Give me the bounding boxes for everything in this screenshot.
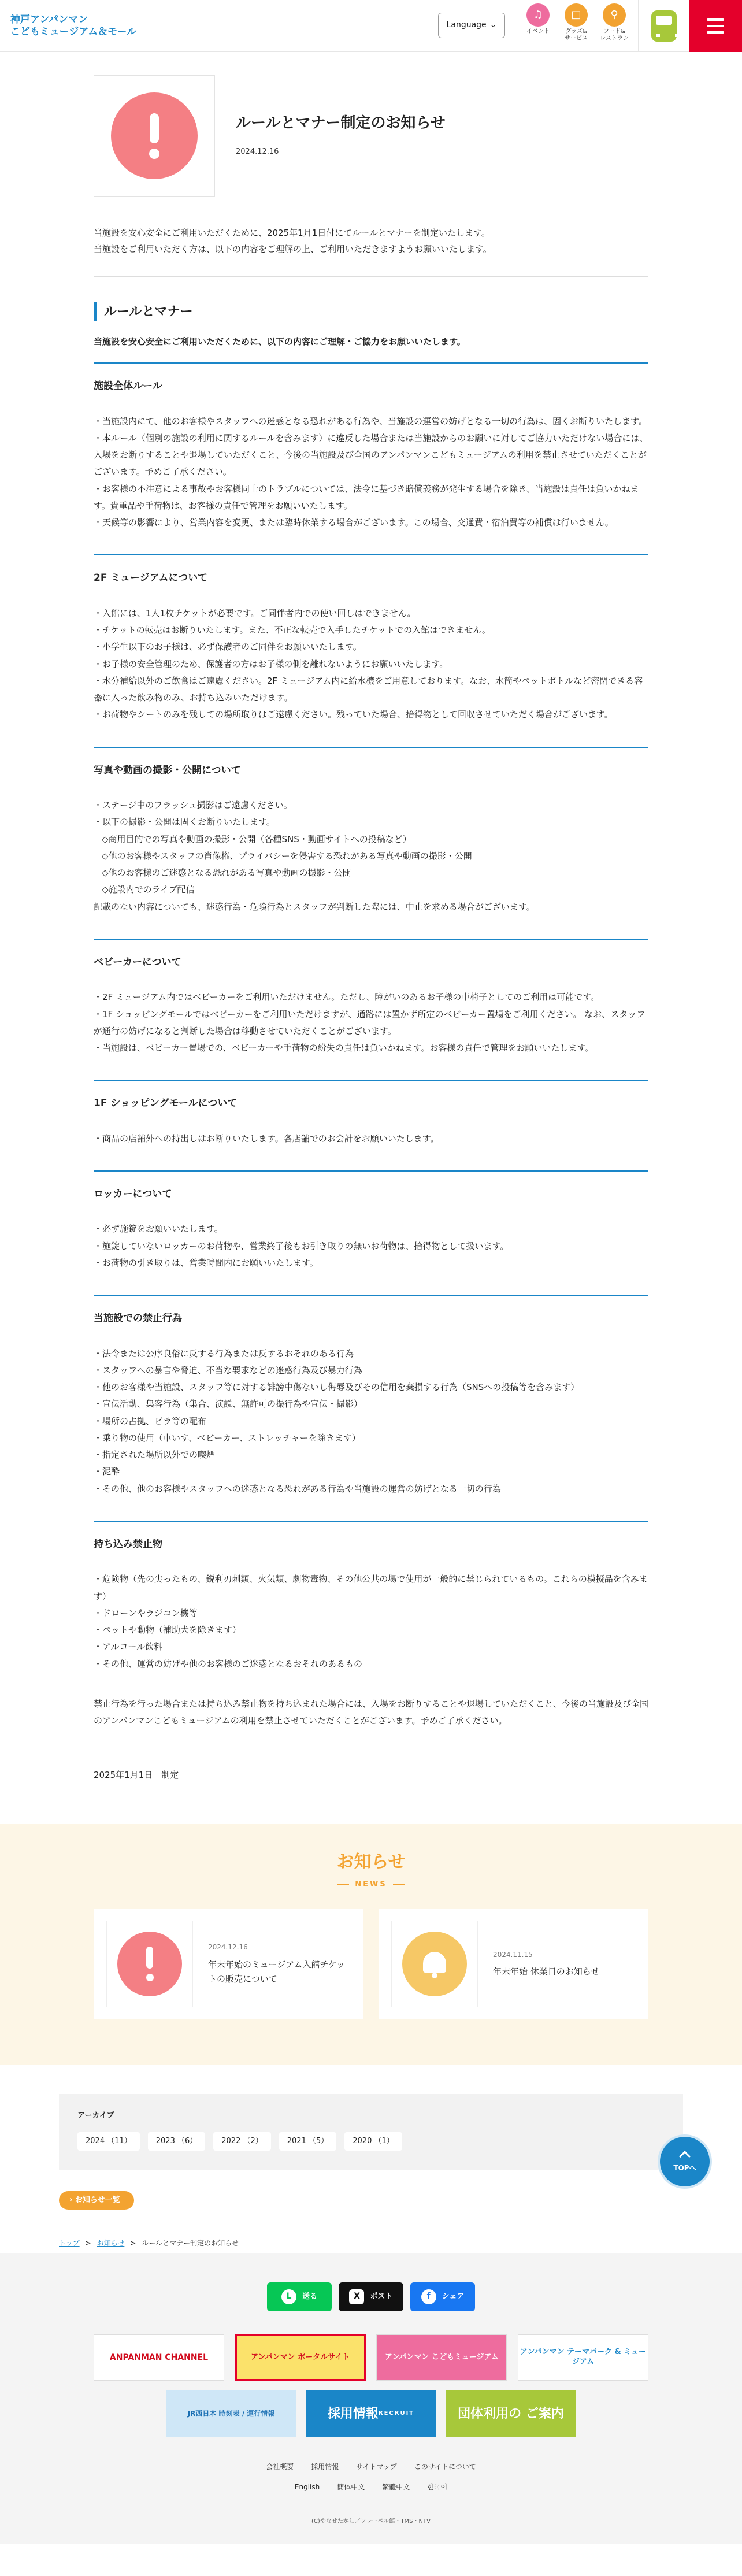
facebook-icon: f: [421, 2289, 436, 2304]
footer-link[interactable]: 会社概要: [266, 2463, 294, 2471]
exclamation-icon: [117, 1932, 182, 1996]
news-title: お知らせ: [336, 1852, 406, 1872]
share-label: シェア: [442, 2292, 465, 2301]
archive-box: [59, 2094, 683, 2170]
article: [94, 52, 648, 1824]
list-item: ・ペットや動物（補助犬を除きます）: [94, 1625, 242, 1635]
to-top-button[interactable]: [660, 2137, 710, 2186]
list-subitem: ◇商用目的での写真や動画の撮影・公開（各種SNS・動画サイトへの投稿など）: [102, 833, 411, 844]
intro-line: 当施設をご利用いただく方は、以下の内容をご理解の上、ご利用いただきますようお願いいたします。: [94, 243, 492, 254]
news-text: 年末年始のミュージアム入館チケットの販売について: [208, 1959, 346, 1985]
nav-goods-service[interactable]: [561, 3, 591, 42]
line-share-button[interactable]: [267, 2282, 332, 2311]
language-link[interactable]: 簡体中文: [337, 2482, 365, 2491]
site-header: [0, 0, 742, 52]
x-icon: X: [349, 2289, 364, 2304]
list-subitem: ◇施設内でのライブ配信: [102, 884, 195, 895]
line-icon: L: [281, 2289, 296, 2304]
enacted-date: 2025年1月1日 制定: [94, 1770, 179, 1781]
news-card[interactable]: [379, 1909, 648, 2019]
list-item: ・お客様の不注意による事故やお客様同士のトラブルについては、法令に基づき賠償義務が発生する場合を除き、当施設は責任は負いかねます。貴重品や手荷物は、お客様の責任で管理をお願いいたします。: [94, 483, 639, 511]
breadcrumb-news[interactable]: お知らせ: [97, 2239, 125, 2248]
news-thumbnail: [106, 1921, 193, 2007]
news-cards: [94, 1909, 648, 2019]
nav-goods-label: グッズ& サービス: [565, 28, 588, 42]
nav-food-label: フード& レストラン: [600, 28, 629, 42]
logo-line1: 神戸アンパンマン: [10, 14, 88, 26]
list-item: ・場所の占拠、ビラ等の配布: [94, 1415, 207, 1426]
copyright: (C)やなせたかし／フレーベル館・TMS・NTV: [311, 2518, 431, 2525]
section-title: 2F ミュージアムについて: [94, 572, 208, 584]
intro-line: 当施設を安心安全にご利用いただくために、2025年1月1日付にてルールとマナーを制定いたします。: [94, 228, 490, 238]
breadcrumb: [0, 2233, 742, 2253]
list-subitem: ◇他のお客様やスタッフの肖像権、プライバシーを侵害する恐れがある写真や動画の撮影・公開: [102, 850, 472, 861]
list-item: ・以下の撮影・公開は固くお断りいたします。: [94, 817, 275, 828]
article-header: [94, 75, 648, 197]
news-list-button[interactable]: [59, 2191, 134, 2210]
chevron-down-icon: ⌄: [489, 20, 497, 30]
list-item: ・ステージ中のフラッシュ撮影はご遠慮ください。: [94, 800, 292, 811]
section-locker: [94, 1172, 648, 1296]
logo-line2: こどもミュージアム＆モール: [10, 25, 137, 38]
list-item: ・当施設内にて、他のお客様やスタッフへの迷惑となる恐れがある行為や、当施設の運営の妨げとなる一切の行為は、固くお断りいたします。: [94, 416, 647, 427]
list-item: ・その他、運営の妨げや他のお客様のご迷惑となるおそれのあるもの: [94, 1658, 363, 1669]
archive-year[interactable]: 2024 （11）: [77, 2132, 140, 2151]
recruit-sub: RECRUIT: [378, 2410, 415, 2417]
news-date: 2024.11.15: [493, 1951, 533, 1959]
share-label: ポスト: [370, 2292, 393, 2301]
breadcrumb-separator: >: [130, 2239, 136, 2248]
section-title: 写真や動画の撮影・公開について: [94, 764, 241, 776]
archive-years: [77, 2132, 665, 2151]
arrow-up-icon: [679, 2151, 691, 2162]
section-note: 記載のない内容についても、迷惑行為・危険行為とスタッフが判断した際には、中止を求める場合がございます。: [94, 901, 535, 912]
bus-icon: [651, 10, 677, 42]
news-section: [0, 1824, 742, 2065]
section-museum: [94, 555, 648, 747]
share-label: 送る: [302, 2292, 317, 2301]
news-card[interactable]: [94, 1909, 363, 2019]
breadcrumb-top[interactable]: トップ: [59, 2239, 80, 2248]
section-heading: ルールとマナー: [94, 302, 648, 321]
language-link[interactable]: 한국어: [427, 2482, 448, 2491]
list-item: ・小学生以下のお子様は、必ず保護者のご同伴をお願いいたします。: [94, 642, 362, 653]
chevron-right-icon: ›: [69, 2196, 75, 2205]
section-title: 持ち込み禁止物: [94, 1538, 162, 1550]
footer-link[interactable]: 採用情報: [311, 2463, 339, 2471]
shopping-bag-icon: □: [565, 3, 588, 27]
fork-knife-icon: ⚲: [603, 3, 626, 27]
section-title: ベビーカーについて: [94, 956, 181, 968]
to-top-label: TOPへ: [673, 2163, 696, 2172]
facebook-share-button[interactable]: [410, 2282, 475, 2311]
list-item: ・泥酔: [94, 1466, 120, 1477]
list-item: ・当施設は、ベビーカー置場での、ベビーカーや手荷物の紛失の責任は負いかねます。お客様の責任で管理をお願いいたします。: [94, 1043, 594, 1053]
archive-year[interactable]: 2023 （6）: [148, 2132, 206, 2151]
footer-banners-2: [163, 2390, 579, 2437]
list-item: ・ドローンやラジコン機等: [94, 1607, 198, 1618]
section-photo-video: [94, 748, 648, 940]
banner-recruit[interactable]: [306, 2390, 436, 2437]
banner-jr-west[interactable]: JR西日本 時刻表 / 運行情報: [166, 2390, 296, 2437]
section-title: 1F ショッピングモールについて: [94, 1098, 238, 1110]
list-item: ・チケットの転売はお断りいたします。また、不正な転売で入手したチケットでの入館はできません。: [94, 625, 491, 636]
list-item: ・危険物（先の尖ったもの、鋭利刃刺類、火気類、劇物毒物、その他公共の場で使用が一般的に禁じられているもの。これらの模擬品を含みます）: [94, 1574, 648, 1602]
list-item: ・宣伝活動、集客行為（集合、演説、無許可の撮行為や宣伝・撮影）: [94, 1399, 363, 1410]
nav-event[interactable]: [523, 3, 553, 42]
news-text: 年末年始 休業日のお知らせ: [493, 1966, 600, 1977]
list-item: ・お子様の安全管理のため、保護者の方はお子様の側を離れないようにお願いいたします。: [94, 658, 448, 669]
footer-link[interactable]: サイトマップ: [356, 2463, 397, 2471]
footer-language-links: [0, 2481, 742, 2493]
list-item: ・施錠していないロッカーのお荷物や、営業終了後もお引き取りの無いお荷物は、拾得物として扱います。: [94, 1240, 509, 1251]
access-button[interactable]: [638, 0, 689, 52]
list-item: ・乗り物の使用（車いす、ベビーカー、ストレッチャーを除きます）: [94, 1432, 361, 1443]
page-title: ルールとマナー制定のお知らせ: [236, 114, 446, 132]
list-item: ・2F ミュージアム内ではベビーカーをご利用いただけません。ただし、障がいのあるお子様の車椅子としてのご利用は可能です。: [94, 992, 600, 1003]
archive-year[interactable]: 2020 （1）: [344, 2132, 402, 2151]
footer-links: [0, 2460, 742, 2473]
section-shopping-mall: [94, 1081, 648, 1172]
menu-button[interactable]: [689, 0, 742, 52]
footer-link[interactable]: このサイトについて: [414, 2463, 476, 2471]
banner-theme-park[interactable]: アンパンマン テーマパーク & ミュージアム: [518, 2334, 648, 2381]
list-item: ・他のお客様や当施設、スタッフ等に対する誹謗中傷ないし侮辱及びその信用を棄損する行為（SNSへの投稿等を含みます）: [94, 1382, 580, 1393]
list-item: ・水分補給以外のご飲食はご遠慮ください。2F ミュージアム内に給水機をご用意しております。なお、水筒やペットボトルなど密閉できる容器に入った飲み物のみ、お持ち込みいただけます。: [94, 675, 643, 703]
list-item: ・お荷物やシートのみを残しての場所取りはご遠慮ください。残っていた場合、拾得物として回収させていただく場合がございます。: [94, 709, 613, 720]
article-date: 2024.12.16: [236, 147, 279, 157]
list-item: ・商品の店舗外への持出しはお断りいたします。各店舗でのお会計をお願いいたします。: [94, 1133, 439, 1144]
language-link[interactable]: English: [294, 2482, 320, 2491]
x-post-button[interactable]: [339, 2282, 403, 2311]
archive-section: [0, 2065, 742, 2253]
site-footer: [0, 2253, 742, 2544]
section-title: 施設全体ルール: [94, 380, 162, 392]
site-logo[interactable]: [0, 14, 136, 38]
list-item: ・1F ショッピングモールではベビーカーをご利用いただけますが、通路には置かず所定のベビーカー置場をご利用ください。 なお、スタッフが通行の妨げになると判断した場合は移動させていただくことがございます。: [94, 1009, 645, 1036]
header-nav-icons: [523, 3, 629, 42]
news-thumbnail: [391, 1921, 478, 2007]
list-item: ・指定された場所以外での喫煙: [94, 1450, 216, 1461]
nav-event-label: イベント: [526, 28, 550, 35]
list-item: ・お荷物の引き取りは、営業時間内にお願いいたします。: [94, 1257, 318, 1268]
news-subtitle: NEWS: [0, 1878, 742, 1892]
list-item: ・入館には、1人1枚チケットが必要です。ご同伴者内での使い回しはできません。: [94, 607, 416, 618]
section-stroller: [94, 940, 648, 1081]
list-item: ・スタッフへの暴言や脅迫、不当な要求などの迷惑行為及び暴力行為: [94, 1365, 362, 1376]
banner-anpanman-channel[interactable]: ANPANMAN CHANNEL: [94, 2334, 224, 2381]
recruit-title: 採用情報: [327, 2406, 379, 2421]
section-title: 当施設での禁止行為: [94, 1313, 182, 1325]
share-buttons: [0, 2282, 742, 2311]
archive-year[interactable]: 2022 （2）: [213, 2132, 271, 2151]
exclamation-icon: [111, 92, 198, 179]
article-thumbnail: [94, 75, 215, 197]
list-item: ・その他、他のお客様やスタッフへの迷惑となる恐れがある行為や当施設の運営の妨げとなる一切の行為: [94, 1483, 501, 1494]
language-label: Language: [446, 20, 487, 30]
list-item: ・天候等の影響により、営業内容を変更、または臨時休業する場合がございます。この場合、交通費・宿泊費等の補償は行いません。: [94, 517, 614, 528]
hamburger-icon: [707, 18, 724, 21]
banner-portal-site[interactable]: アンパンマン ポータルサイト: [235, 2334, 366, 2381]
footer-banners: [94, 2334, 648, 2381]
section-note: 禁止行為を行った場合または持ち込み禁止物を持ち込まれた場合には、入場をお断りすることや退場していただくこと、今後の当施設及び全国のアンパンマンこどもミュージアムの利用を禁止させていただくことがございます。予めご了承ください。: [94, 1698, 649, 1726]
banner-childrens-museum[interactable]: アンパンマン こどもミュージアム: [376, 2334, 507, 2381]
archive-title: アーカイブ: [77, 2111, 114, 2121]
list-item: ・法令または公序良俗に反する行為または反するおそれのある行為: [94, 1348, 354, 1359]
section-title: ロッカーについて: [94, 1188, 172, 1200]
section-prohibited-acts: [94, 1296, 648, 1522]
bell-icon: [402, 1932, 467, 1996]
list-item: ・必ず施錠をお願いいたします。: [94, 1224, 223, 1235]
news-list-label: お知らせ一覧: [75, 2196, 120, 2205]
breadcrumb-separator: >: [85, 2239, 91, 2248]
list-item: ・本ルール（個別の施設の利用に関するルールを含みます）に違反した場合または当施設からのお願いに対してご協力いただけない場合には、入場をお断りすることや退場していただくこと、今後の当施設及び全国のアンパンマンこどもミュージアムの利用を禁止させていただくことがございます。予めご了承ください。: [94, 432, 648, 477]
nav-food-restaurant[interactable]: [599, 3, 629, 42]
section-facility-rules: [94, 364, 648, 555]
lead-text: 当施設を安心安全にご利用いただくために、以下の内容にご理解・ご協力をお願いいたします。: [94, 334, 648, 364]
language-select[interactable]: [438, 13, 505, 38]
list-subitem: ◇他のお客様のご迷惑となる恐れがある写真や動画の撮影・公開: [102, 868, 351, 879]
article-intro: [94, 225, 648, 277]
news-date: 2024.12.16: [208, 1943, 248, 1952]
banner-group-use[interactable]: 団体利用の ご案内: [446, 2390, 576, 2437]
breadcrumb-current: ルールとマナー制定のお知らせ: [142, 2239, 239, 2248]
language-link[interactable]: 繁體中文: [382, 2482, 410, 2491]
section-prohibited-items: [94, 1522, 648, 1752]
list-item: ・アルコール飲料: [94, 1641, 163, 1652]
archive-year[interactable]: 2021 （5）: [279, 2132, 337, 2151]
music-note-icon: ♫: [526, 3, 550, 27]
